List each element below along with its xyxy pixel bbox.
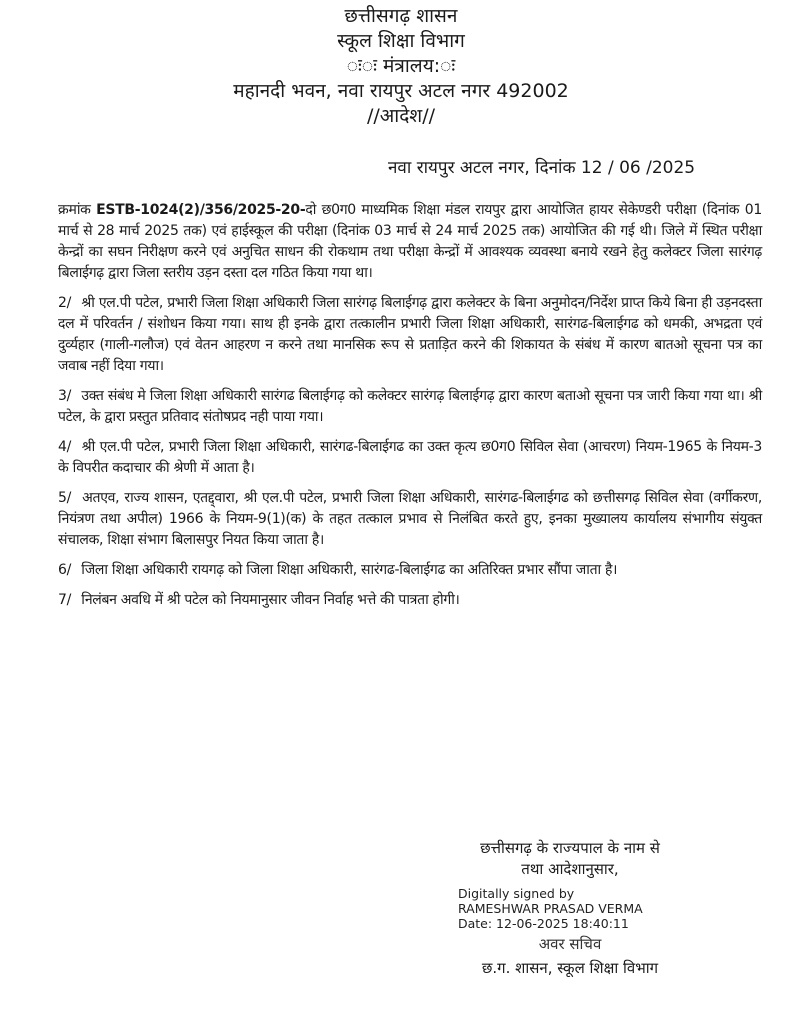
department-name: स्कूल शिक्षा विभाग — [337, 30, 465, 52]
place-date-line: नवा रायपुर अटल नगर, दिनांक 12 / 06 /2025 — [388, 158, 696, 178]
signatory-designation: अवर सचिव — [538, 935, 602, 953]
paragraph-number: 7/ — [58, 592, 72, 608]
closing-line-2: तथा आदेशानुसार, — [521, 860, 619, 878]
paragraph-number: 4/ — [58, 439, 72, 455]
closing-authority — [440, 838, 700, 880]
department-footer: छ.ग. शासन, स्कूल शिक्षा विभाग — [481, 959, 659, 977]
paragraph-4 — [58, 437, 762, 479]
order-body — [58, 200, 762, 620]
signature-line-2: RAMESHWAR PRASAD VERMA — [458, 901, 643, 916]
paragraph-7 — [58, 590, 762, 611]
digital-signature — [458, 886, 643, 931]
paragraph-number: 2/ — [58, 295, 72, 311]
paragraph-2 — [58, 293, 762, 377]
paragraph-6 — [58, 560, 762, 581]
order-number: ESTB-1024(2)/356/2025-20- — [96, 202, 306, 218]
order-title: //आदेश// — [366, 105, 436, 127]
letterhead — [0, 4, 802, 129]
paragraph-text: उक्त संबंध मे जिला शिक्षा अधिकारी सारंगढ बिलाईगढ़ को कलेक्टर सारंगढ़ बिलाईगढ़ द्वारा कारण बताओ सूचना पत्र जारी किया गया था। श्री पटेल, के द्वारा प्रस्तुत प्रतिवाद संतोषप्रद नही पाया गया। — [58, 388, 763, 425]
paragraph-text: श्री एल.पी पटेल, प्रभारी जिला शिक्षा अधिकारी, सारंगढ-बिलाईगढ का उक्त कृत्य छ0ग0 सिविल सेवा (आचरण) नियम-1965 के नियम-3 के विपरीत कदाचार की श्रेणी में आता है। — [58, 439, 763, 476]
paragraph-number: 5/ — [58, 490, 72, 506]
paragraph-3 — [58, 386, 762, 428]
signature-line-1: Digitally signed by — [458, 886, 575, 901]
paragraph-text: अतएव, राज्य शासन, एतद्द्वारा, श्री एल.पी पटेल, प्रभारी जिला शिक्षा अधिकारी, सारंगढ-बिलाईगढ को छत्तीसगढ़ सिविल सेवा (वर्गीकरण, नियंत्रण तथा अपील) 1966 के नियम-9(1)(क) के तहत तत्काल प्रभाव से निलंबित करते हुए, इनका मुख्यालय कार्यालय संभागीय संयुक्त संचालक, शिक्षा संभाग बिलासपुर नियत किया जाता है। — [58, 490, 762, 548]
paragraph-5 — [58, 488, 762, 551]
paragraph-text: श्री एल.पी पटेल, प्रभारी जिला शिक्षा अधिकारी जिला सारंगढ़ बिलाईगढ़ द्वारा कलेक्टर के बिना अनुमोदन/निर्देश प्राप्त किये बिना ही उड़नदस्ता दल में परिवर्तन / संशोधन किया गया। साथ ही इनके द्वारा तत्कालीन प्रभारी जिला शिक्षा अधिकारी, सारंगढ-बिलाईगढ को धमकी, अभद्रता एवं दुर्व्यहार (गाली-गलौज) एवं वेतन आहरण न करने तथा मानसिक रूप से प्रताड़ित करने की शिकायत के संबंध में कारण बातओ सूचना पत्र का जवाब नहीं दिया गया। — [58, 295, 762, 374]
signature-line-3: Date: 12-06-2025 18:40:11 — [458, 916, 629, 931]
office-address: महानदी भवन, नवा रायपुर अटल नगर 492002 — [233, 80, 569, 102]
paragraph-text: दो छ0ग0 माध्यमिक शिक्षा मंडल रायपुर द्वारा आयोजित हायर सेकेण्डरी परीक्षा (दिनांक 01 मार्च से 28 मार्च 2025 तक) एवं हाईस्कूल की परीक्षा (दिनांक 03 मार्च से 24 मार्च 2025 तक) आयोजित की गई थी। जिले में स्थित परीक्षा केन्द्रों का सघन निरीक्षण करने एवं अनुचित साधन की रोकथाम तथा परीक्षा केन्द्रों में आवश्यक व्यवस्था बनाये रखने हेतु कलेक्टर जिला सारंगढ़ बिलाईगढ़ द्वारा जिला स्तरीय उड़न दस्ता दल गठित किया गया था। — [58, 202, 762, 281]
paragraph-number: 3/ — [58, 388, 72, 404]
government-name: छत्तीसगढ़ शासन — [344, 5, 458, 27]
paragraph-1 — [58, 200, 762, 284]
paragraph-text: निलंबन अवधि में श्री पटेल को नियमानुसार जीवन निर्वाह भत्ते की पात्रता होगी। — [81, 592, 460, 608]
ministry-name: ः◌ः मंत्रालय:◌ः — [346, 55, 456, 77]
order-number-prefix: क्रमांक — [58, 202, 91, 218]
paragraph-text: जिला शिक्षा अधिकारी रायगढ़ को जिला शिक्षा अधिकारी, सारंगढ-बिलाईगढ का अतिरिक्त प्रभार सौंपा जाता है। — [81, 562, 618, 578]
closing-line-1: छत्तीसगढ़ के राज्यपाल के नाम से — [480, 839, 660, 857]
paragraph-number: 6/ — [58, 562, 72, 578]
